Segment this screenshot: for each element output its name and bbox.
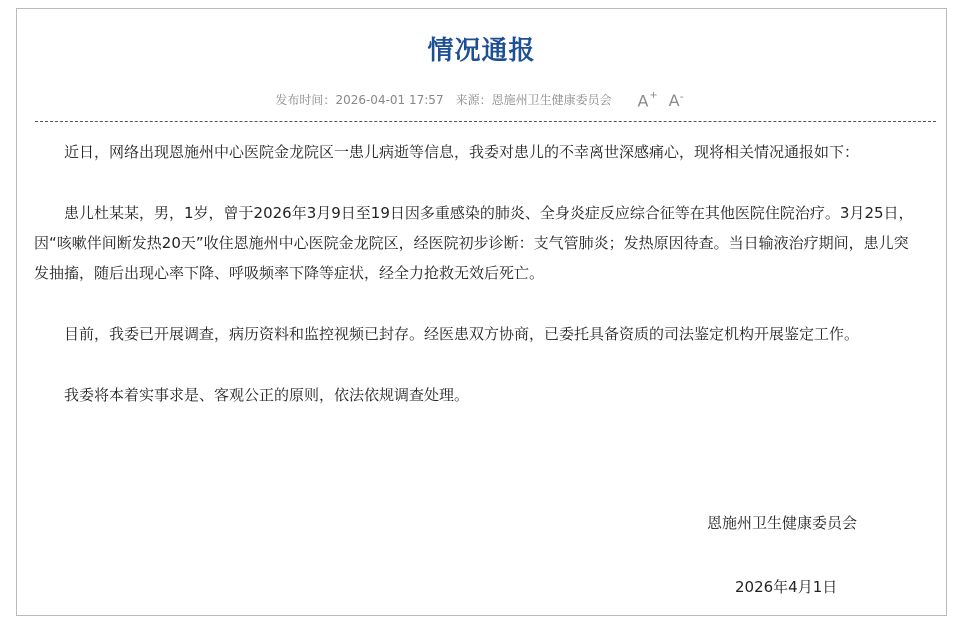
source-label: 来源： [455, 93, 492, 108]
font-size-controls [637, 89, 687, 112]
divider [35, 121, 936, 122]
signature: 恩施州卫生健康委员会 [707, 514, 858, 532]
publish-time-label: 发布时间： [275, 93, 336, 108]
signature-date: 2026年4月1日 [735, 578, 838, 596]
paragraph: 我委将本着实事求是、客观公正的原则，依法依规调查处理。 [64, 386, 470, 404]
article-container [16, 8, 947, 616]
font-increase-icon[interactable]: A+ [637, 90, 658, 111]
article-body [34, 137, 918, 441]
source: 恩施州卫生健康委员会 [491, 93, 612, 108]
page-title: 情况通报 [427, 36, 536, 66]
paragraph: 患儿杜某某，男，1岁，曾于2026年3月9日至19日因多重感染的肺炎、全身炎症反应综合征等在其他医院住院治疗。3月25日，因“咳嗽伴间断发热20天”收住恩施州中心医院金龙院区，经医院初步诊断：支气管肺炎；发热原因待查。当日输液治疗期间，患儿突发抽搐，随后出现心率下降、呼吸频率下降等症状，经全力抢救无效后死亡。 [34, 204, 914, 282]
font-decrease-icon[interactable]: A - [668, 90, 684, 111]
publish-time: 2026-04-01 17:57 [335, 93, 444, 108]
paragraph: 近日，网络出现恩施州中心医院金龙院区一患儿病逝等信息，我委对患儿的不幸离世深感痛心，现将相关情况通报如下： [64, 143, 860, 161]
paragraph: 目前，我委已开展调查，病历资料和监控视频已封存。经医患双方协商，已委托具备资质的司法鉴定机构开展鉴定工作。 [64, 325, 860, 343]
article-meta [17, 89, 946, 112]
